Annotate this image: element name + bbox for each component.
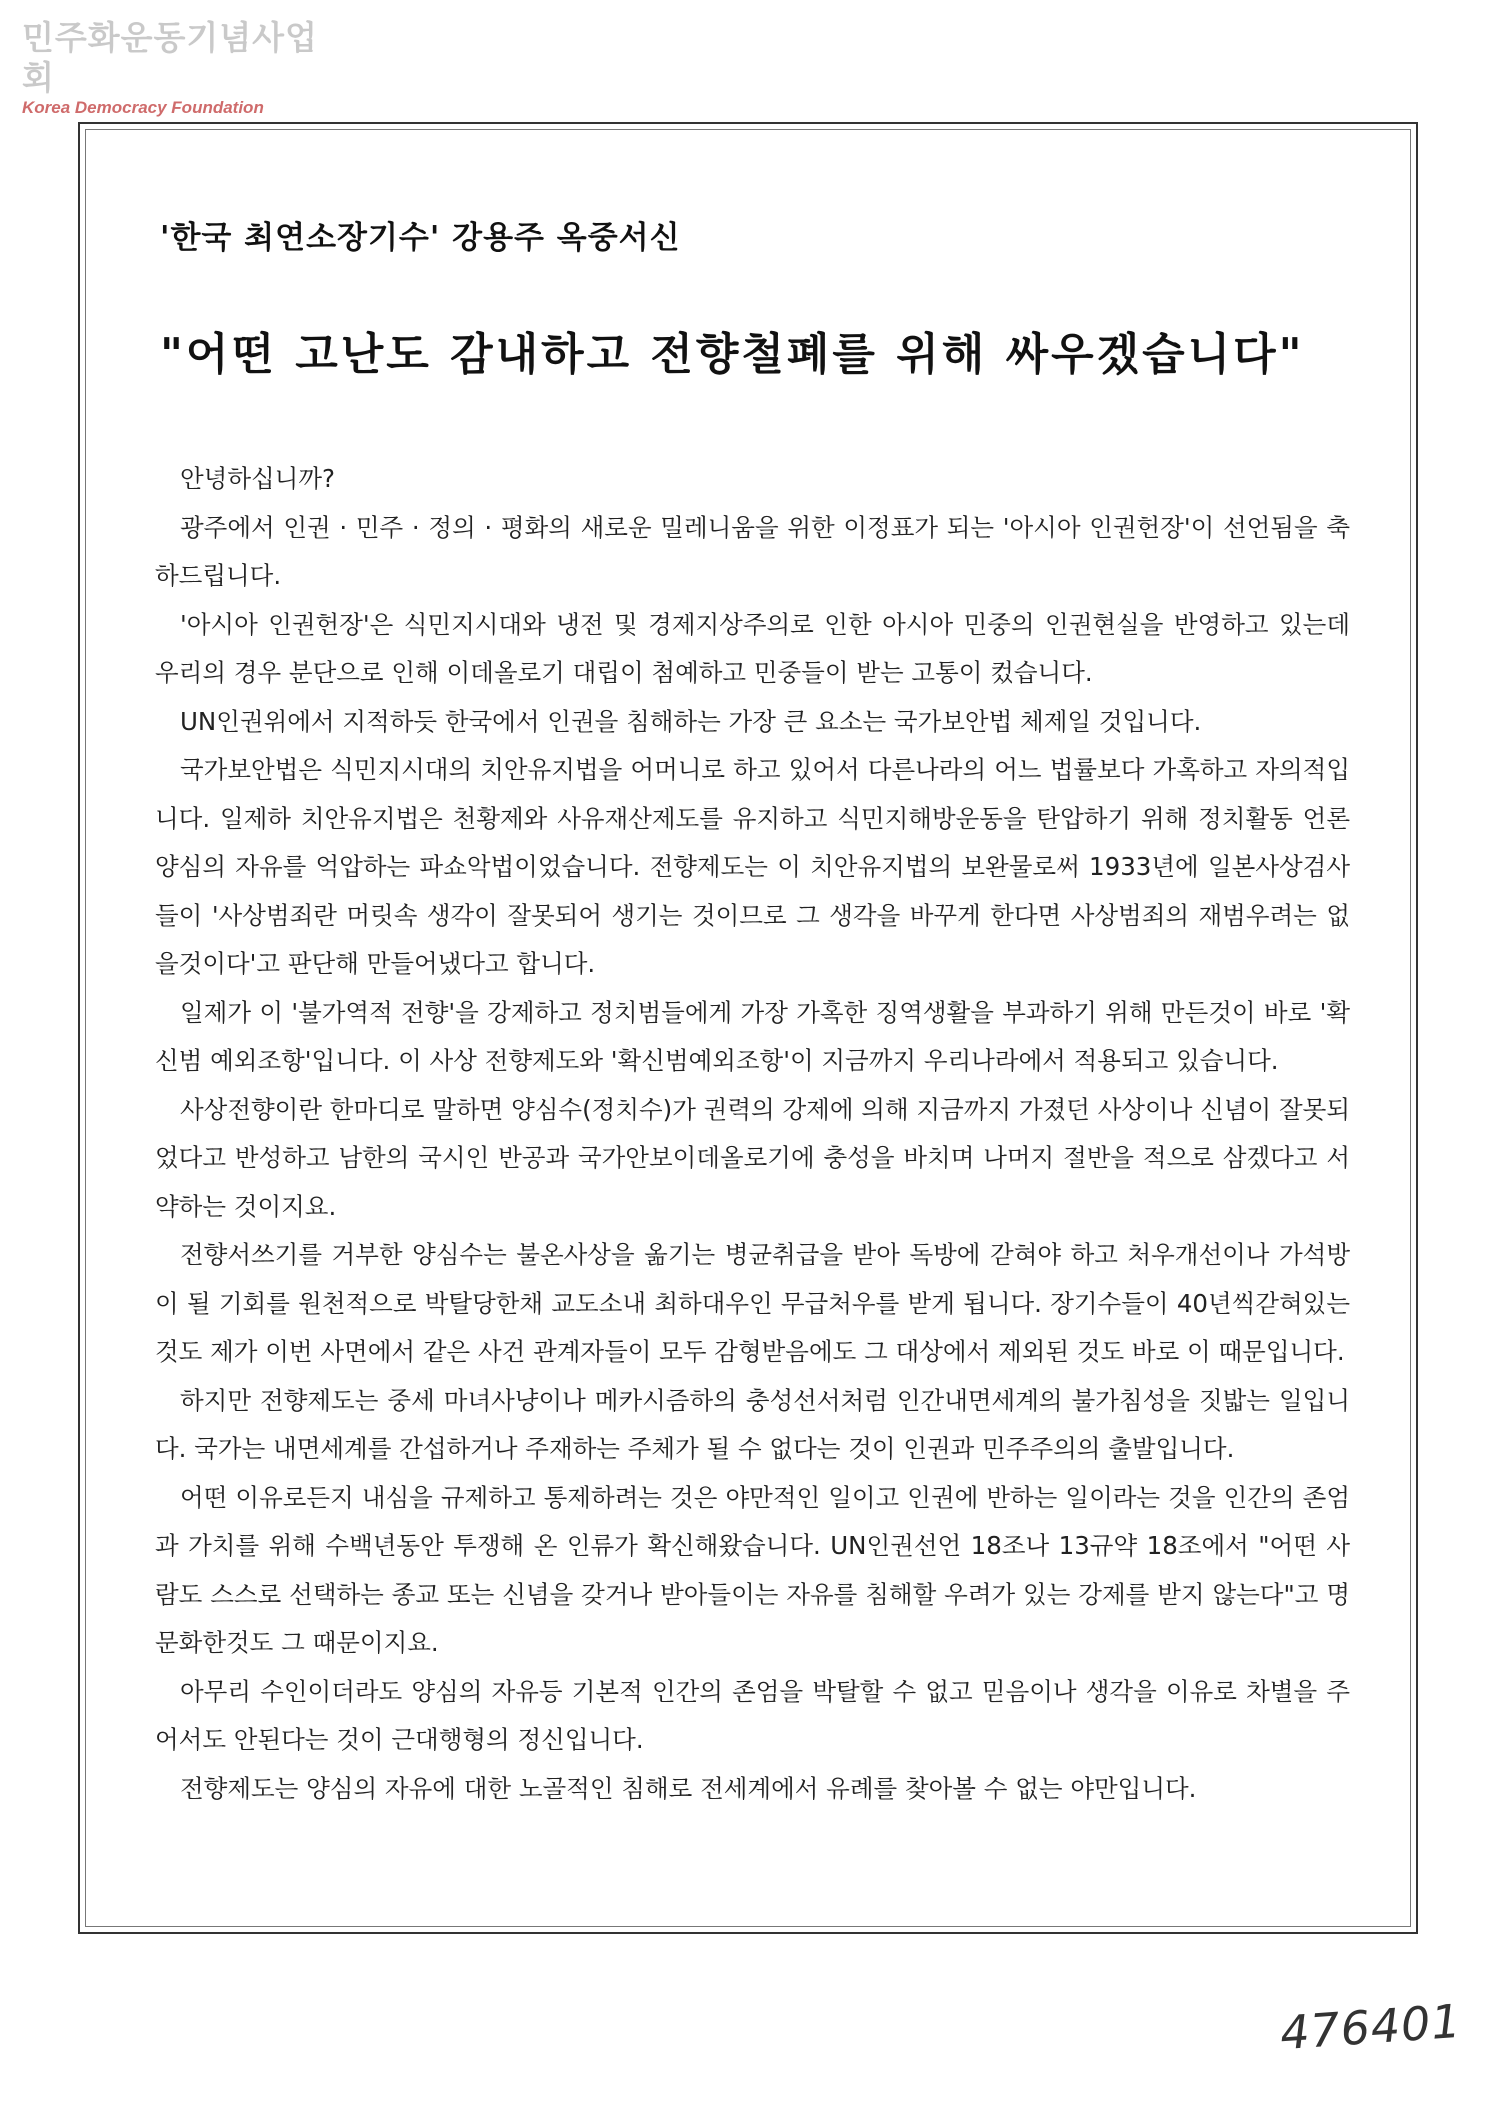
handwritten-page-number: 476401 (1278, 1993, 1464, 2061)
paragraph: 하지만 전향제도는 중세 마녀사냥이나 메카시즘하의 충성선서처럼 인간내면세계의 불가침성을 짓밟는 일입니다. 국가는 내면세계를 간섭하거나 주재하는 주체가 될 수 없다는 것이 인권과 민주주의의 출발입니다. (155, 1385, 1350, 1463)
paragraph: 아무리 수인이더라도 양심의 자유등 기본적 인간의 존엄을 박탈할 수 없고 믿음이나 생각을 이유로 차별을 주어서도 안된다는 것이 근대행형의 정신입니다. (155, 1676, 1350, 1754)
paragraph: '아시아 인권헌장'은 식민지시대와 냉전 및 경제지상주의로 인한 아시아 민중의 인권현실을 반영하고 있는데 우리의 경우 분단으로 인해 이데올로기 대립이 첨예하고 민중들이 받는 고통이 컸습니다. (155, 609, 1350, 687)
watermark-logo (22, 18, 322, 118)
paragraph: 일제가 이 '불가역적 전향'을 강제하고 정치범들에게 가장 가혹한 징역생활을 부과하기 위해 만든것이 바로 '확신범 예외조항'입니다. 이 사상 전향제도와 '확신범예외조항'이 지금까지 우리나라에서 적용되고 있습니다. (155, 997, 1350, 1075)
paragraph: 전향서쓰기를 거부한 양심수는 불온사상을 옮기는 병균취급을 받아 독방에 갇혀야 하고 처우개선이나 가석방이 될 기회를 원천적으로 박탈당한채 교도소내 최하대우인 무급처우를 받게 됩니다. 장기수들이 40년씩갇혀있는것도 제가 이번 사면에서 같은 사건 관계자들이 모두 감형받음에도 그 대상에서 제외된 것도 바로 이 때문입니다. (155, 1240, 1350, 1366)
paragraph: 국가보안법은 식민지시대의 치안유지법을 어머니로 하고 있어서 다른나라의 어느 법률보다 가혹하고 자의적입니다. 일제하 치안유지법은 천황제와 사유재산제도를 유지하고 식민지해방운동을 탄압하기 위해 정치활동 언론 양심의 자유를 억압하는 파쇼악법이었습니다. 전향제도는 이 치안유지법의 보완물로써 1933년에 일본사상검사들이 '사상범죄란 머릿속 생각이 잘못되어 생기는 것이므로 그 생각을 바꾸게 한다면 사상범죄의 재범우려는 없을것이다'고 판단해 만들어냈다고 합니다. (155, 755, 1350, 978)
paragraph: UN인권위에서 지적하듯 한국에서 인권을 침해하는 가장 큰 요소는 국가보안법 체제일 것입니다. (180, 706, 1202, 736)
document-body (155, 455, 1350, 1813)
document-title: "어떤 고난도 감내하고 전향철폐를 위해 싸우겠습니다" (160, 329, 1305, 380)
document-subtitle: '한국 최연소장기수' 강용주 옥중서신 (160, 220, 681, 256)
paragraph: 어떤 이유로든지 내심을 규제하고 통제하려는 것은 야만적인 일이고 인권에 반하는 일이라는 것을 인간의 존엄과 가치를 위해 수백년동안 투쟁해 온 인류가 확신해왔습니다. UN인권선언 18조나 13규약 18조에서 "어떤 사람도 스스로 선택하는 종교 또는 신념을 갖거나 받아들이는 자유를 침해할 우려가 있는 강제를 받지 않는다"고 명문화한것도 그 때문이지요. (155, 1482, 1350, 1657)
paragraph: 광주에서 인권 · 민주 · 정의 · 평화의 새로운 밀레니움을 위한 이정표가 되는 '아시아 인권헌장'이 선언됨을 축하드립니다. (155, 512, 1350, 590)
paragraph: 전향제도는 양심의 자유에 대한 노골적인 침해로 전세계에서 유례를 찾아볼 수 없는 야만입니다. (180, 1773, 1197, 1803)
paragraph: 안녕하십니까? (180, 464, 336, 493)
paragraph: 사상전향이란 한마디로 말하면 양심수(정치수)가 권력의 강제에 의해 지금까지 가졌던 사상이나 신념이 잘못되었다고 반성하고 남한의 국시인 반공과 국가안보이데올로기에 충성을 바치며 나머지 절반을 적으로 삼겠다고 서약하는 것이지요. (155, 1094, 1350, 1221)
watermark-korean: 민주화운동기념사업회 (22, 18, 318, 97)
watermark-english: Korea Democracy Foundation (22, 98, 264, 117)
